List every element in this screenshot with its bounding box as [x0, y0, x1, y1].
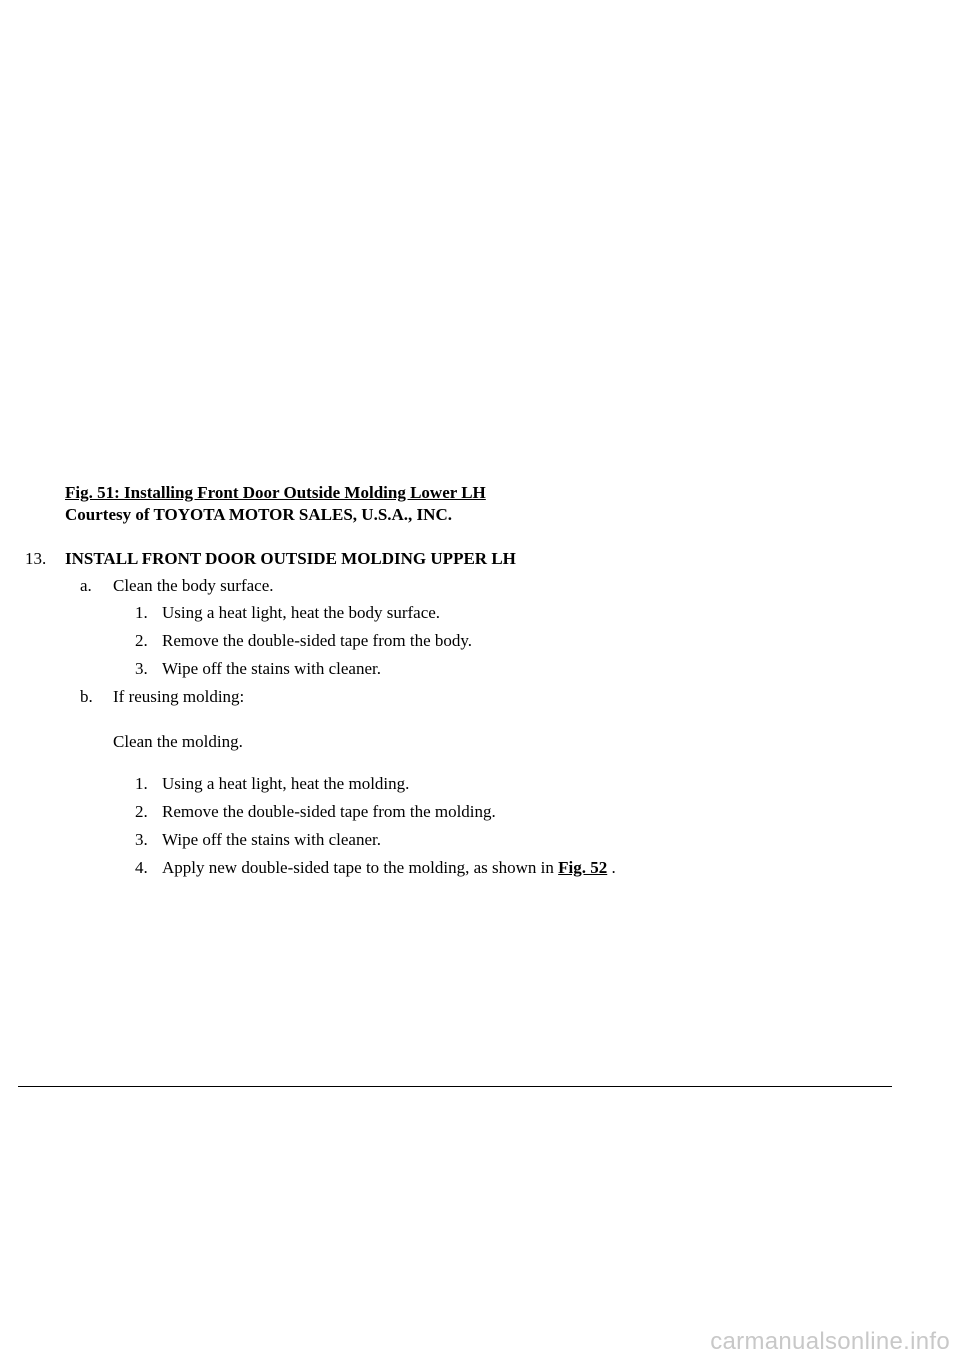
list-item: [135, 857, 616, 879]
list-item-suffix: .: [611, 858, 616, 877]
list-item-text: Remove the double-sided tape from the molding.: [162, 802, 496, 821]
substep-text: If reusing molding:: [113, 687, 245, 706]
list-item-text: Remove the double-sided tape from the body.: [162, 631, 473, 650]
list-item: [135, 829, 381, 851]
list-item-marker: 3.: [135, 830, 148, 849]
page-divider: [18, 1086, 892, 1087]
list-item-text: Wipe off the stains with cleaner.: [162, 830, 381, 849]
list-item: [135, 658, 381, 680]
list-item-marker: 3.: [135, 659, 148, 678]
list-item: [135, 773, 409, 795]
substep-note: Clean the molding.: [113, 732, 243, 751]
list-item-marker: 1.: [135, 774, 148, 793]
list-item: [135, 602, 440, 624]
list-item-text: Apply new double-sided tape to the molding, as shown in: [162, 858, 554, 877]
list-item-text: Using a heat light, heat the molding.: [162, 774, 410, 793]
figure-52-link[interactable]: Fig. 52: [558, 858, 608, 877]
list-item-marker: 1.: [135, 603, 148, 622]
list-item-marker: 2.: [135, 802, 148, 821]
substep-marker: b.: [80, 687, 93, 706]
substep-marker: a.: [80, 576, 92, 595]
list-item: [135, 801, 496, 823]
figure-caption: [65, 482, 486, 526]
list-item-marker: 2.: [135, 631, 148, 650]
step-title: INSTALL FRONT DOOR OUTSIDE MOLDING UPPER LH: [65, 549, 516, 568]
substep-b: [80, 686, 244, 708]
list-item-marker: 4.: [135, 858, 148, 877]
figure-courtesy: Courtesy of TOYOTA MOTOR SALES, U.S.A., INC.: [65, 505, 452, 524]
list-item-text: Using a heat light, heat the body surface.: [162, 603, 441, 622]
figure-image-area: [65, 0, 895, 475]
step-13: [25, 548, 905, 570]
step-number: 13.: [25, 549, 47, 568]
substep-text: Clean the body surface.: [113, 576, 274, 595]
watermark: carmanualsonline.info: [710, 1328, 950, 1355]
list-item: [135, 630, 472, 652]
figure-51-link[interactable]: Fig. 51: Installing Front Door Outside Molding Lower LH: [65, 483, 486, 502]
substep-a: [80, 575, 274, 597]
list-item-text: Wipe off the stains with cleaner.: [162, 659, 381, 678]
